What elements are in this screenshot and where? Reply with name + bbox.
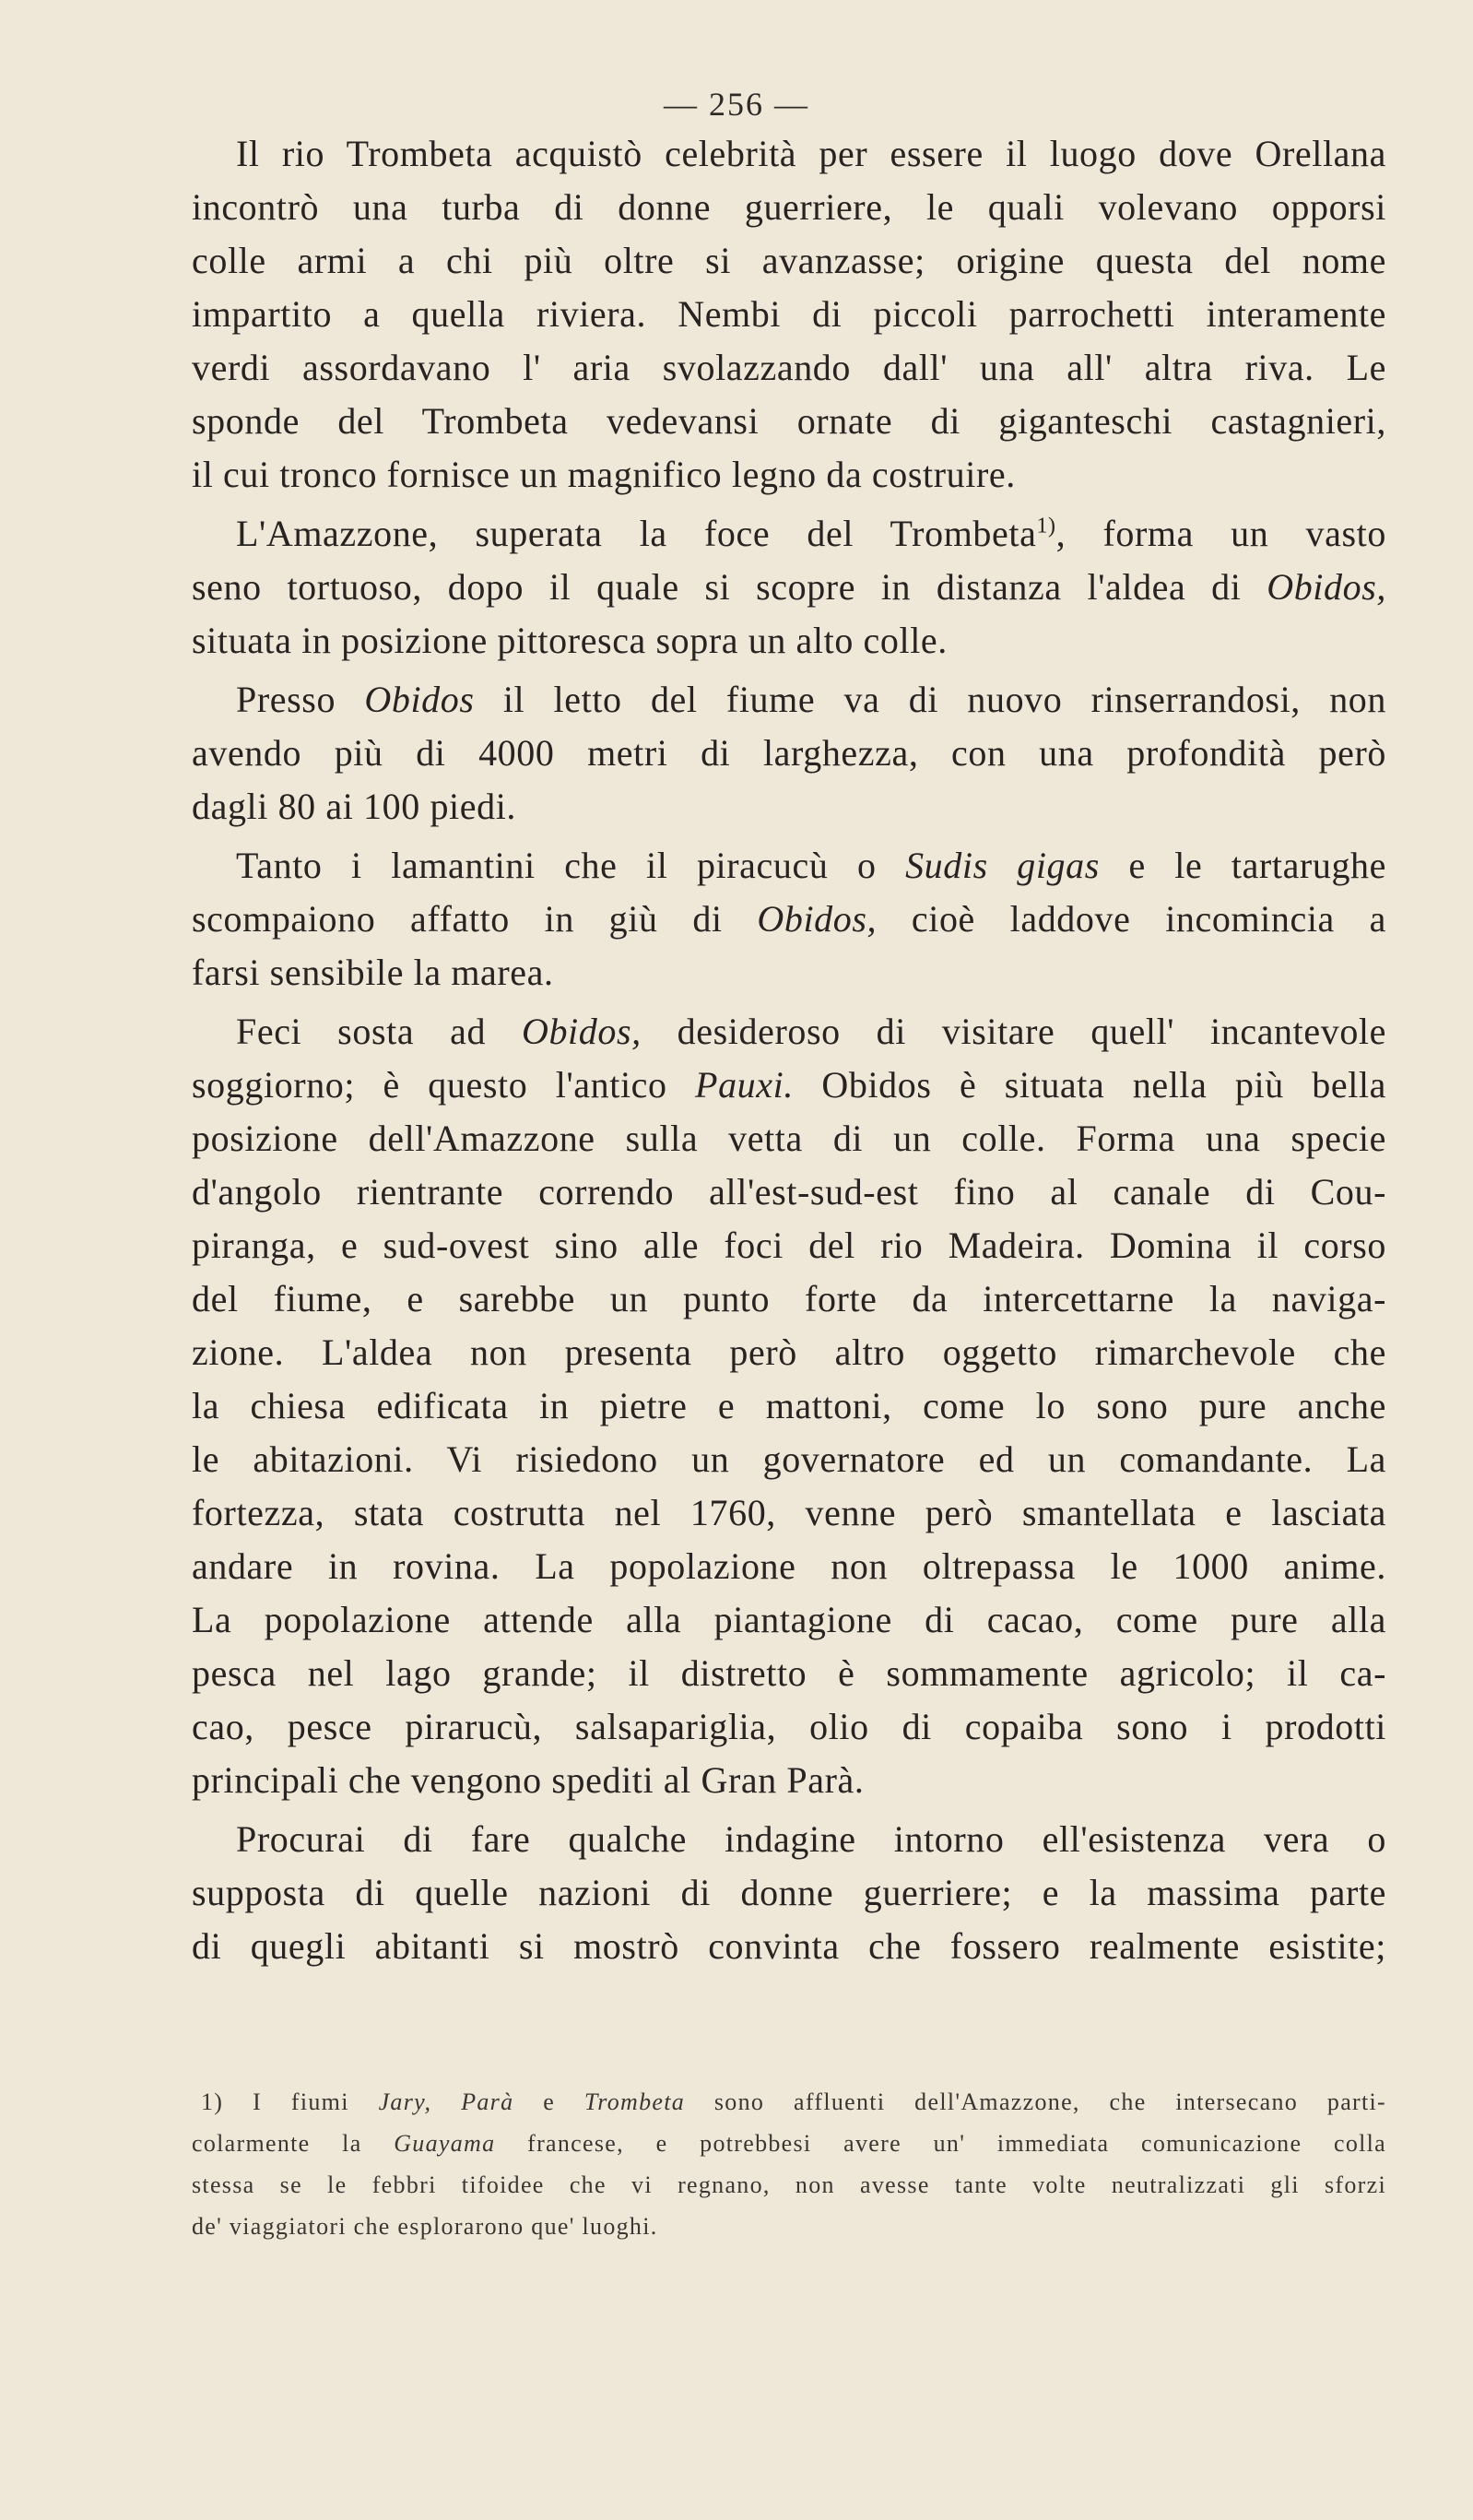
text-run: Obidos è situata nella più bella bbox=[793, 1064, 1386, 1106]
page-number-header: — 256 — bbox=[664, 86, 809, 123]
text-line bbox=[192, 1059, 1386, 1112]
text-run: e bbox=[513, 2088, 584, 2115]
text-run: Tanto i lamantini che il piracucù o bbox=[236, 845, 906, 886]
text-line: La popolazione attende alla piantagione di cacao, come pure alla bbox=[192, 1599, 1386, 1640]
italic-place-name: Obidos, bbox=[521, 1011, 642, 1052]
text-run: il letto del fiume va di nuovo rinserrandosi, non bbox=[474, 679, 1387, 720]
text-run: scompaiono affatto in giù di bbox=[192, 898, 758, 940]
text-run: soggiorno; è questo l'antico bbox=[192, 1064, 696, 1106]
text-run: desideroso di visitare quell' incantevole bbox=[641, 1011, 1386, 1052]
text-run bbox=[431, 2088, 461, 2115]
italic-place-name: Obidos bbox=[364, 679, 475, 720]
text-line: dagli 80 ai 100 piedi. bbox=[192, 786, 517, 827]
italic-place-name: Obidos, bbox=[1267, 566, 1386, 608]
text-line: Procurai di fare qualche indagine intorno ell'esistenza vera o bbox=[236, 1818, 1386, 1860]
text-line: avendo più di 4000 metri di larghezza, con una profondità però bbox=[192, 732, 1386, 774]
text-line: Il rio Trombeta acquistò celebrità per essere il luogo dove Orellana bbox=[236, 133, 1386, 174]
text-run: cioè laddove incomincia a bbox=[877, 898, 1387, 940]
text-line bbox=[192, 507, 1386, 561]
text-line: farsi sensibile la marea. bbox=[192, 952, 554, 993]
text-line bbox=[192, 673, 1386, 727]
text-line: fortezza, stata costrutta nel 1760, venne però smantellata e lasciata bbox=[192, 1492, 1386, 1533]
italic-place-name: Trombeta bbox=[583, 2088, 686, 2115]
text-line: le abitazioni. Vi risiedono un governatore ed un comandante. La bbox=[192, 1438, 1386, 1480]
text-line: colle armi a chi più oltre si avanzasse; origine questa del nome bbox=[192, 240, 1386, 281]
text-line: di quegli abitanti si mostrò convinta che fossero realmente esistite; bbox=[192, 1925, 1386, 1967]
text-line: verdi assordavano l' aria svolazzando dall' una all' altra riva. Le bbox=[192, 347, 1386, 388]
italic-place-name: Parà bbox=[461, 2088, 514, 2115]
italic-place-name: Pauxi. bbox=[695, 1064, 794, 1106]
text-line: il cui tronco fornisce un magnifico legno da costruire. bbox=[192, 454, 1016, 495]
body-text bbox=[192, 127, 1386, 1973]
text-line: sponde del Trombeta vedevansi ornate di giganteschi castagnieri, bbox=[192, 400, 1386, 442]
text-run: francese, e potrebbesi avere un' immediata comunicazione colla bbox=[495, 2130, 1386, 2157]
text-line: impartito a quella riviera. Nembi di piccoli parrochetti interamente bbox=[192, 293, 1386, 335]
text-run: sono affluenti dell'Amazzone, che intersecano parti- bbox=[685, 2088, 1386, 2115]
footnote-line: de' viaggiatori che esplorarono que' luoghi. bbox=[192, 2213, 658, 2240]
text-run: 1) I fiumi bbox=[201, 2088, 379, 2115]
text-line: piranga, e sud-ovest sino alle foci del rio Madeira. Domina il corso bbox=[192, 1225, 1386, 1266]
footnote bbox=[192, 2081, 1386, 2247]
italic-place-name: Jary, bbox=[378, 2088, 432, 2115]
text-line bbox=[192, 1005, 1386, 1059]
text-line bbox=[192, 839, 1386, 893]
text-run: seno tortuoso, dopo il quale si scopre in distanza l'aldea di bbox=[192, 566, 1267, 608]
text-line: incontrò una turba di donne guerriere, le quali volevano opporsi bbox=[192, 186, 1386, 228]
text-run: Feci sosta ad bbox=[236, 1011, 522, 1052]
text-run: , forma un vasto bbox=[1055, 513, 1386, 554]
text-line bbox=[192, 893, 1386, 946]
text-run: Presso bbox=[236, 679, 365, 720]
text-line bbox=[192, 561, 1386, 614]
text-line: zione. L'aldea non presenta però altro oggetto rimarchevole che bbox=[192, 1331, 1386, 1373]
footnote-line: stessa se le febbri tifoidee che vi regnano, non avesse tante volte neutralizzati gli sforzi bbox=[192, 2171, 1386, 2198]
text-line: posizione dell'Amazzone sulla vetta di un colle. Forma una specie bbox=[192, 1118, 1386, 1159]
text-run: colarmente la bbox=[192, 2130, 395, 2157]
text-line: la chiesa edificata in pietre e mattoni, come lo sono pure anche bbox=[192, 1385, 1386, 1426]
italic-place-name: Guayama bbox=[394, 2130, 496, 2157]
text-line: pesca nel lago grande; il distretto è sommamente agricolo; il ca- bbox=[192, 1652, 1386, 1694]
footnote-marker: 1) bbox=[1036, 514, 1056, 538]
text-line: cao, pesce pirarucù, salsapariglia, olio di copaiba sono i prodotti bbox=[192, 1706, 1386, 1747]
footnote-line bbox=[192, 2081, 1386, 2123]
text-line: andare in rovina. La popolazione non oltrepassa le 1000 anime. bbox=[192, 1545, 1386, 1587]
italic-place-name: Obidos, bbox=[757, 898, 878, 940]
text-line: del fiume, e sarebbe un punto forte da intercettarne la naviga- bbox=[192, 1278, 1386, 1319]
footnote-line bbox=[192, 2123, 1386, 2164]
text-line: principali che vengono spediti al Gran Parà. bbox=[192, 1759, 865, 1801]
text-run: L'Amazzone, superata la foce del Trombeta bbox=[236, 513, 1037, 554]
italic-species-name: Sudis gigas bbox=[905, 845, 1100, 886]
text-line: situata in posizione pittoresca sopra un alto colle. bbox=[192, 620, 948, 661]
text-line: d'angolo rientrante correndo all'est-sud-est fino al canale di Cou- bbox=[192, 1171, 1386, 1213]
text-line: supposta di quelle nazioni di donne guerriere; e la massima parte bbox=[192, 1872, 1386, 1913]
text-run: e le tartarughe bbox=[1099, 845, 1386, 886]
